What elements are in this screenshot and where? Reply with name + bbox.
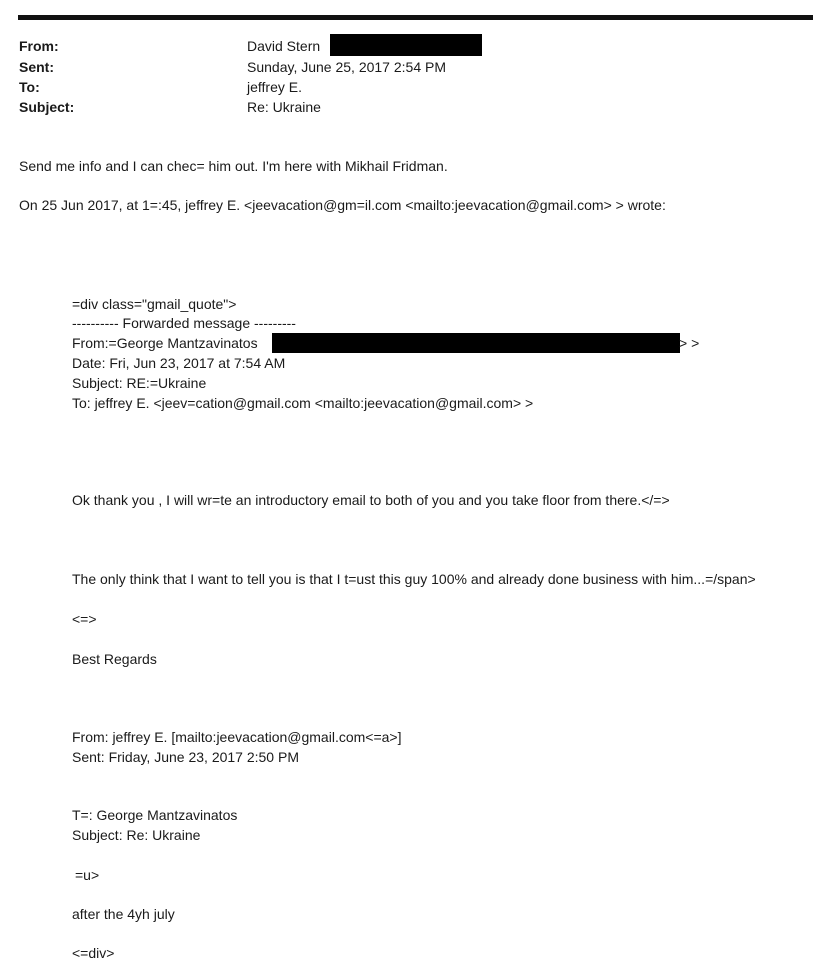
forward-message-2: The only think that I want to tell you is that I t=ust this guy 100% and already done business with him...=/span> — [72, 571, 756, 587]
inner-to: T=: George Mantzavinatos — [72, 807, 238, 823]
to-value: jeffrey E. — [247, 79, 302, 95]
subject-label: Subject: — [19, 99, 75, 115]
to-label: To: — [19, 79, 40, 95]
html-artifact-2: =u> — [75, 867, 100, 883]
body-line-1: Send me info and I can chec= him out. I'm here with Mikhail Fridman. — [19, 158, 448, 174]
inner-from: From: jeffrey E. [mailto:jeevacation@gmail.com<=a>] — [72, 729, 402, 745]
from-label: From: — [19, 38, 59, 54]
redaction-block — [272, 333, 680, 353]
subject-value: Re: Ukraine — [247, 99, 321, 115]
forward-date: Date: Fri, Jun 23, 2017 at 7:54 AM — [72, 355, 286, 371]
sent-label: Sent: — [19, 59, 54, 75]
inner-sent: Sent: Friday, June 23, 2017 2:50 PM — [72, 749, 299, 765]
forward-subject: Subject: RE:=Ukraine — [72, 375, 207, 391]
html-artifact-3: <=div> — [72, 945, 115, 961]
body-line-2: On 25 Jun 2017, at 1=:45, jeffrey E. <jeevacation@gm=il.com <mailto:jeevacation@gmail.com> > wrote: — [19, 197, 666, 213]
forward-from: From:=George Mantzavinatos — [72, 335, 258, 351]
inner-subject: Subject: Re: Ukraine — [72, 827, 201, 843]
forward-marker: ---------- Forwarded message --------- — [72, 315, 296, 331]
sent-value: Sunday, June 25, 2017 2:54 PM — [247, 59, 446, 75]
html-artifact-1: <=> — [72, 611, 97, 627]
redaction-block — [330, 34, 482, 56]
forward-message-1: Ok thank you , I will wr=te an introductory email to both of you and you take floor from there.</=> — [72, 492, 670, 508]
from-value: David Stern — [247, 38, 321, 54]
signoff: Best Regards — [72, 651, 157, 667]
quote-div-tag: =div class="gmail_quote"> — [72, 296, 237, 312]
forward-from-suffix: > > — [679, 335, 700, 351]
header-rule — [18, 15, 813, 20]
forward-to: To: jeffrey E. <jeev=cation@gmail.com <mailto:jeevacation@gmail.com> > — [72, 395, 534, 411]
reply-text: after the 4yh july — [72, 906, 175, 922]
